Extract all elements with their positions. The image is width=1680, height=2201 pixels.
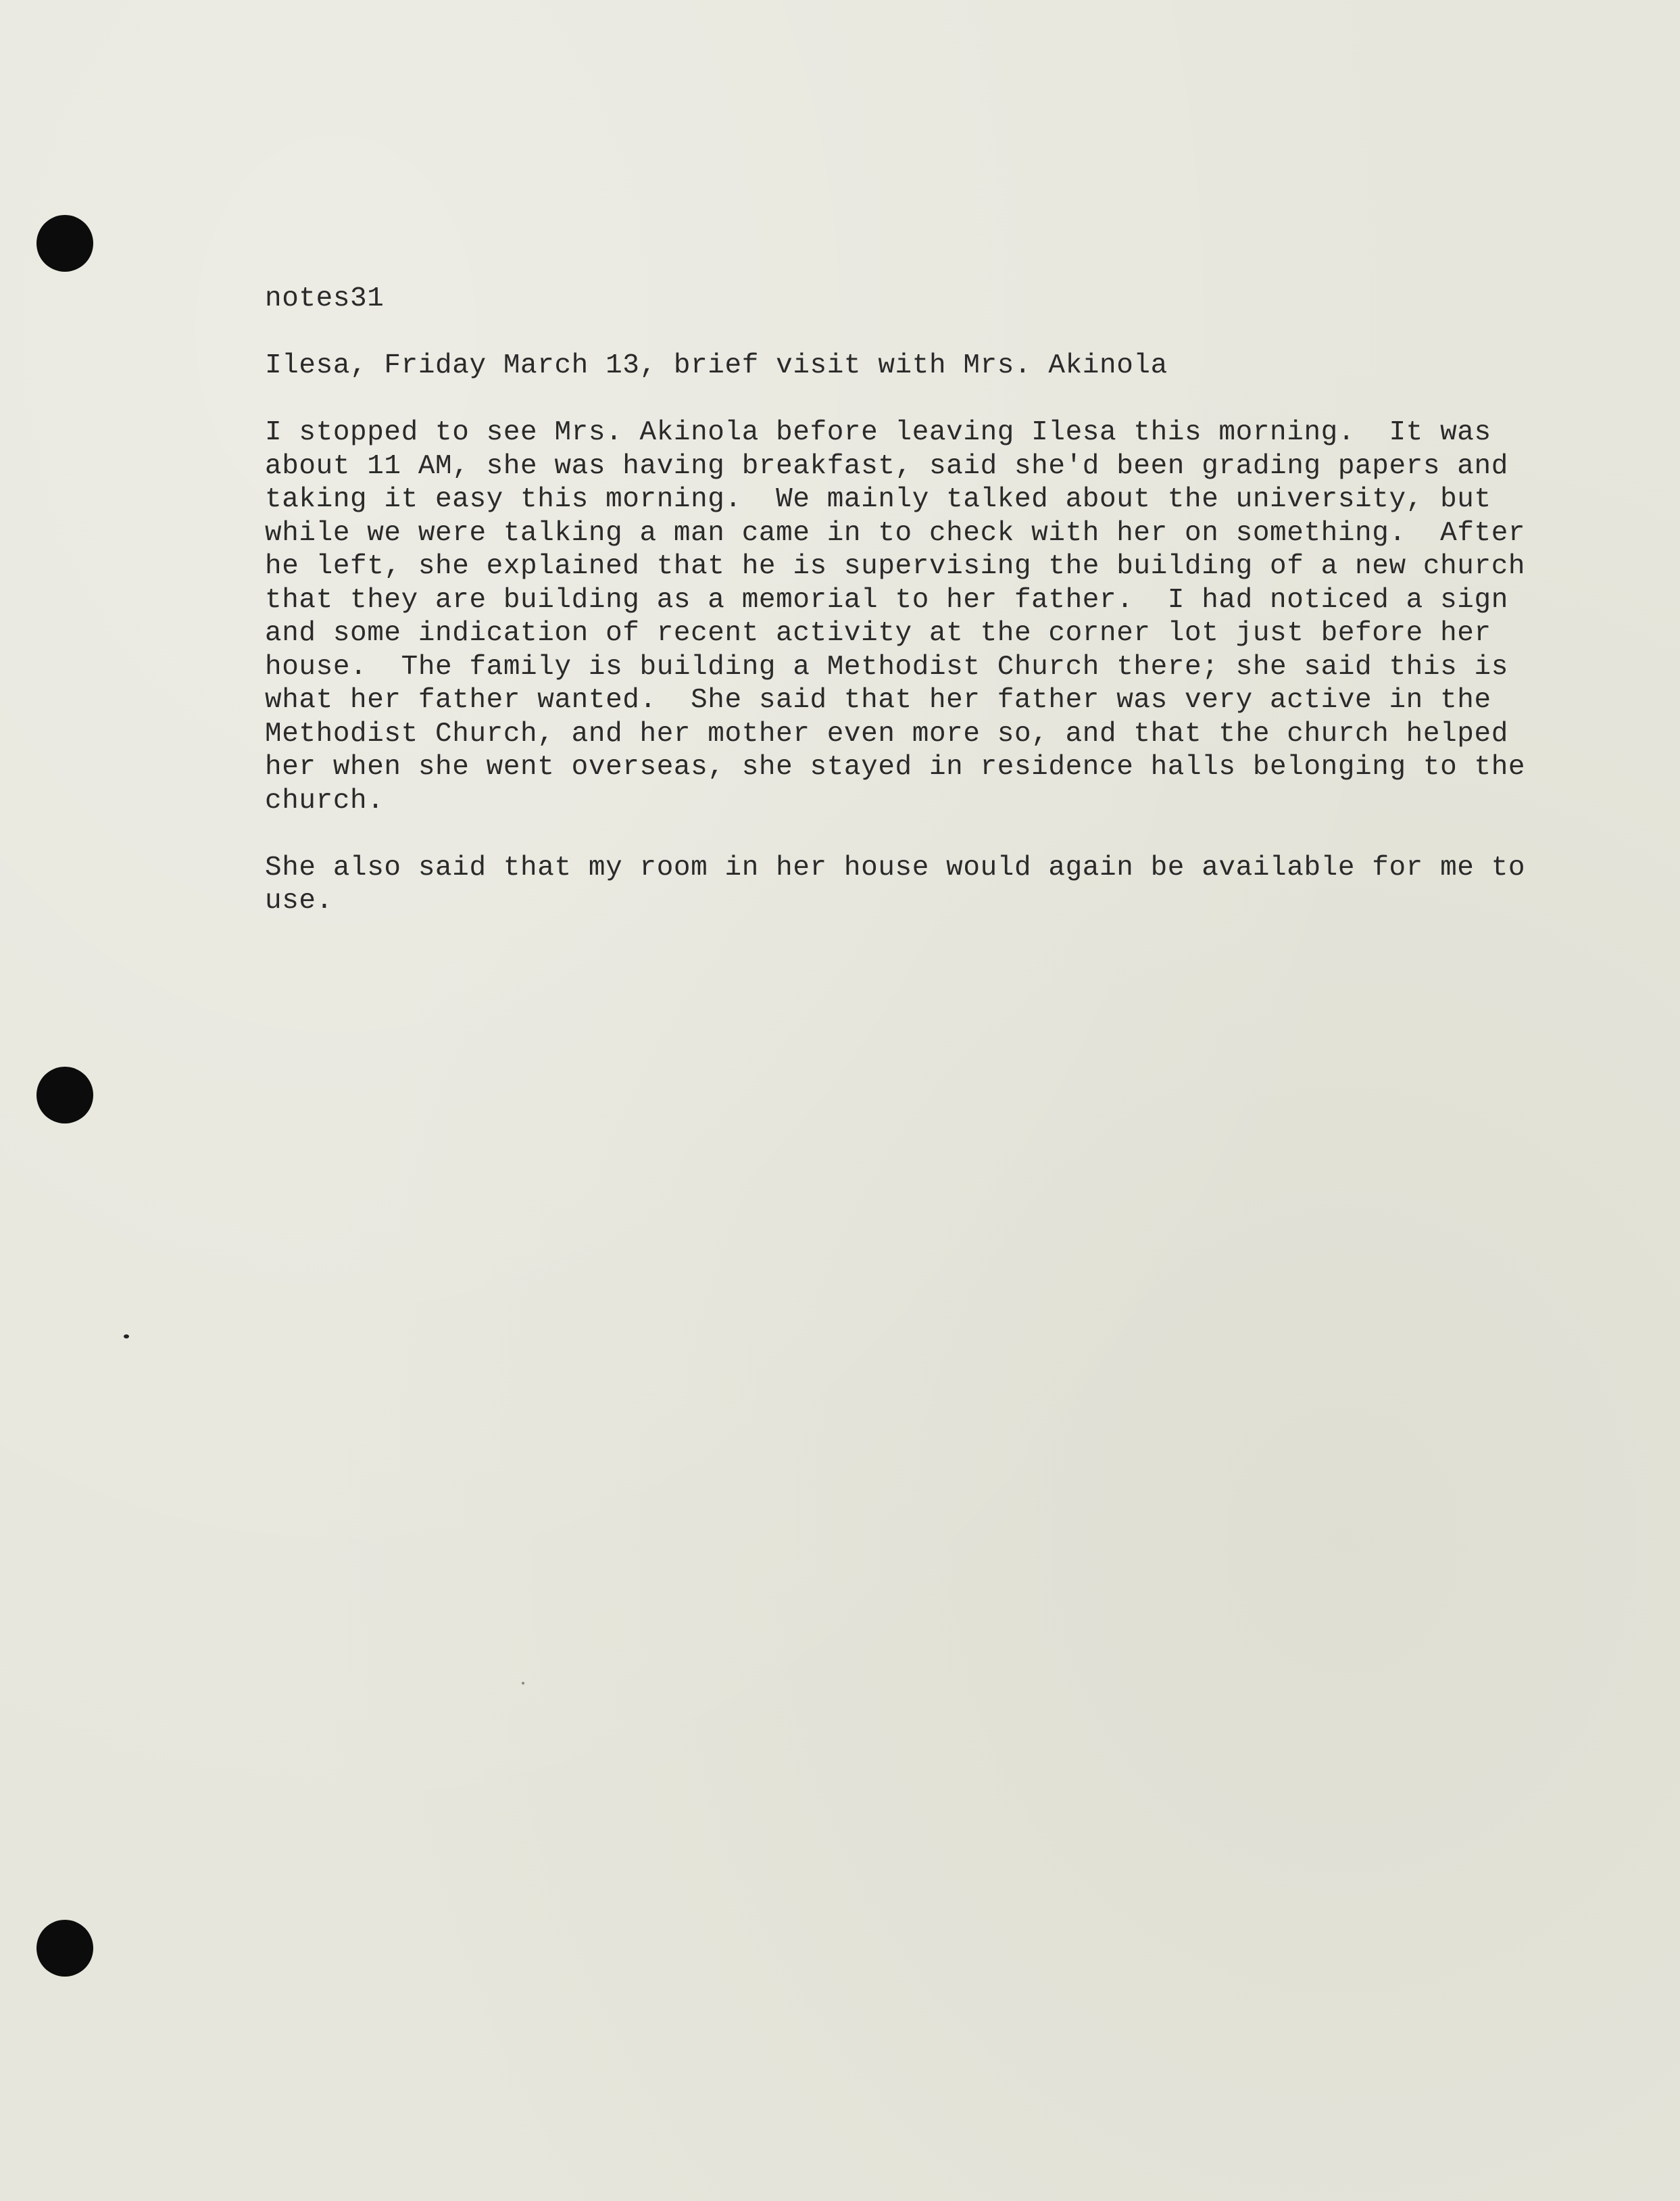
paragraph-1 bbox=[265, 416, 1526, 818]
paper-speck-faint bbox=[522, 1682, 524, 1685]
entry-heading: Ilesa, Friday March 13, brief visit with Mrs. Akinola bbox=[265, 350, 1168, 381]
paragraph-line: what her father wanted. She said that her father was very active in the bbox=[265, 685, 1491, 716]
paragraph-line: Methodist Church, and her mother even more so, and that the church helped bbox=[265, 718, 1508, 750]
paragraph-line: church. bbox=[265, 785, 385, 817]
paragraph-line: I stopped to see Mrs. Akinola before leaving Ilesa this morning. It was bbox=[265, 417, 1491, 448]
punch-hole-top bbox=[36, 215, 93, 272]
paragraph-line: and some indication of recent activity at the corner lot just before her bbox=[265, 618, 1491, 649]
punch-hole-middle bbox=[36, 1067, 93, 1123]
spacer bbox=[265, 316, 1508, 350]
paragraph-line: while we were talking a man came in to check with her on something. After bbox=[265, 517, 1526, 549]
paragraph-line: taking it easy this morning. We mainly talked about the university, but bbox=[265, 484, 1491, 515]
paragraph-line: house. The family is building a Methodist Church there; she said this is bbox=[265, 651, 1508, 683]
paragraph-line: that they are building as a memorial to her father. I had noticed a sign bbox=[265, 584, 1508, 616]
paragraph-2 bbox=[265, 852, 1526, 919]
file-label: notes31 bbox=[265, 283, 385, 314]
paragraph-line: her when she went overseas, she stayed in residence halls belonging to the bbox=[265, 752, 1526, 783]
paragraph-line: about 11 AM, she was having breakfast, said she'd been grading papers and bbox=[265, 450, 1508, 482]
typed-notes bbox=[265, 283, 1526, 919]
paragraph-line: use. bbox=[265, 886, 333, 917]
paper-speck bbox=[124, 1334, 129, 1338]
paragraph-line: he left, she explained that he is supervising the building of a new church bbox=[265, 551, 1526, 582]
spacer bbox=[265, 818, 1508, 852]
paragraph-line: She also said that my room in her house would again be available for me to bbox=[265, 852, 1526, 884]
spacer bbox=[265, 383, 1508, 417]
punch-hole-bottom bbox=[36, 1920, 93, 1977]
